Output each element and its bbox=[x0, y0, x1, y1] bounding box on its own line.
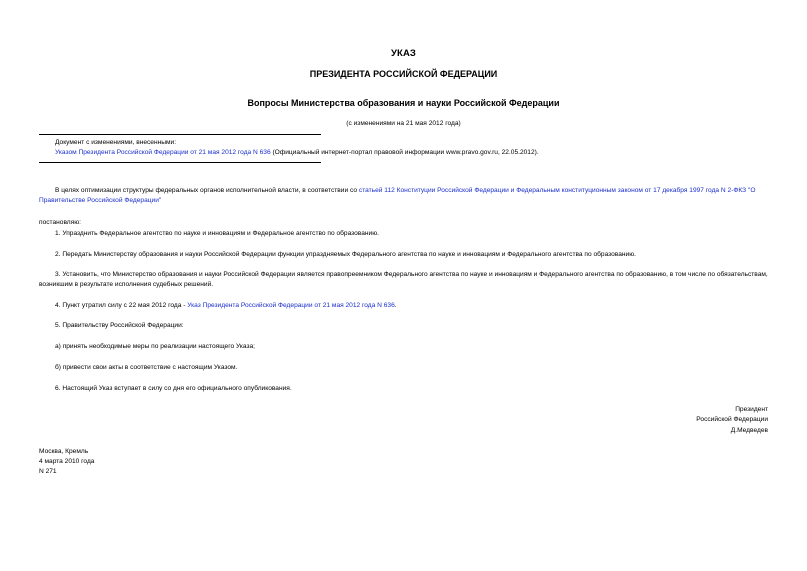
item-4-end: . bbox=[394, 302, 397, 309]
signature-country: Российской Федерации bbox=[696, 416, 768, 423]
amendment-link[interactable]: Указом Президента Российской Федерации от 21 мая 2012 года N 636 bbox=[55, 149, 271, 156]
item-6: 6. Настоящий Указ вступает в силу со дня его официального опубликования. bbox=[55, 385, 292, 392]
item-1: 1. Упразднить Федеральное агентство по науке и инновациям и Федеральное агентство по образованию. bbox=[55, 230, 379, 237]
decree-subject: Вопросы Министерства образования и науки Российской Федерации bbox=[247, 98, 560, 108]
item-4 bbox=[39, 301, 769, 311]
item-5: 5. Правительству Российской Федерации: bbox=[55, 322, 184, 329]
preamble-text: В целях оптимизации структуры федеральных органов исполнительной власти, в соответствии со bbox=[55, 187, 358, 194]
item-2: 2. Передать Министерству образования и науки Российской Федерации функции упраздняемых Федерального агентства по науке и инновациям и Федерального агентства по образованию. bbox=[55, 251, 636, 258]
preamble bbox=[39, 186, 769, 205]
amendments-line bbox=[55, 148, 539, 157]
item-4-text: 4. Пункт утратил силу с 22 мая 2012 года - bbox=[55, 302, 188, 309]
signature-name: Д.Медведев bbox=[730, 427, 768, 434]
amendment-source: (Официальный интернет-портал правовой информации www.pravo.gov.ru, 22.05.2012). bbox=[272, 149, 539, 156]
top-divider bbox=[39, 134, 321, 135]
decree-issuer: ПРЕЗИДЕНТА РОССИЙСКОЙ ФЕДЕРАЦИИ bbox=[309, 69, 498, 79]
signature-title: Президент bbox=[735, 406, 768, 413]
decree-number: N 271 bbox=[39, 468, 57, 475]
decree-title: УКАЗ bbox=[391, 48, 416, 59]
item-4-link[interactable]: Указ Президента Российской Федерации от 21 мая 2012 года N 636 bbox=[187, 302, 395, 309]
bottom-divider bbox=[39, 162, 321, 163]
amendments-label: Документ с изменениями, внесенными: bbox=[55, 139, 177, 146]
constitution-link[interactable]: статьей 112 Конституции Российской Федерации и Федеральным конституционным законом от 17 декабря 1997 года N 2-ФКЗ "О Правительстве Российской Федерации" bbox=[39, 187, 756, 204]
decree-word: постановляю: bbox=[39, 219, 82, 226]
date: 4 марта 2010 года bbox=[39, 458, 95, 465]
place: Москва, Кремль bbox=[39, 448, 89, 455]
item-5a: а) принять необходимые меры по реализации настоящего Указа; bbox=[55, 343, 256, 350]
item-3: 3. Установить, что Министерство образования и науки Российской Федерации является правопреемником Федерального агентства по науке и инновациям и Федерального агентства по образованию, в том числе по обязательствам, возникшим в результате исполнения судебных решений. bbox=[39, 271, 768, 288]
revision-note: (с изменениями на 21 мая 2012 года) bbox=[346, 120, 461, 127]
item-5b: б) привести свои акты в соответствие с настоящим Указом. bbox=[55, 364, 238, 371]
